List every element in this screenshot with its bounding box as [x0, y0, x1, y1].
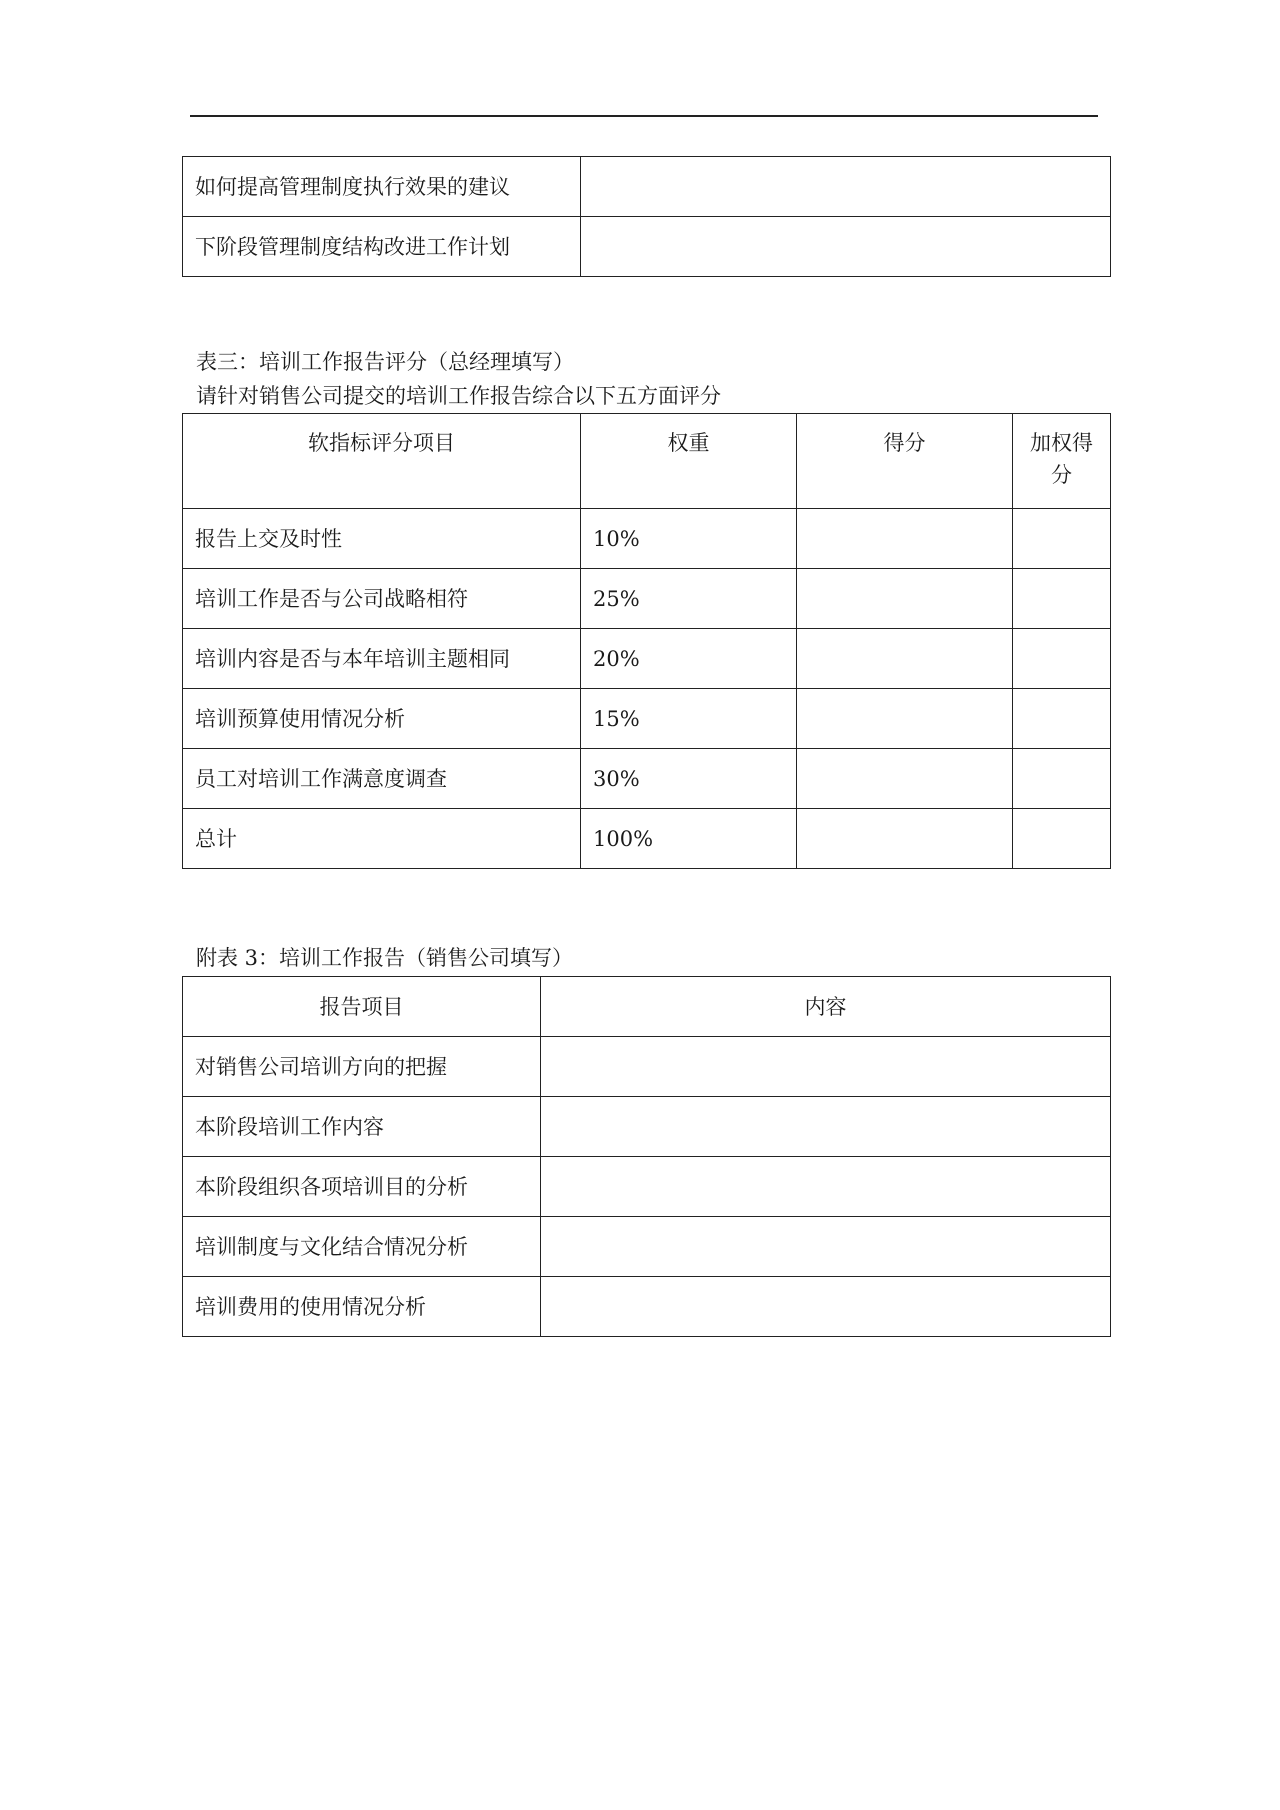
row-item: 培训预算使用情况分析: [183, 689, 581, 749]
table-header-row: [183, 414, 1111, 509]
row-score: [797, 689, 1013, 749]
training-report-score-table: [182, 413, 1111, 869]
table-row: [183, 1277, 1111, 1337]
row-content: [541, 1037, 1111, 1097]
row-item: 本阶段培训工作内容: [183, 1097, 541, 1157]
row-weight: 20%: [581, 629, 797, 689]
section-subtitle: 请针对销售公司提交的培训工作报告综合以下五方面评分: [196, 384, 721, 408]
management-suggestions-table: [182, 156, 1111, 277]
row-item: 对销售公司培训方向的把握: [183, 1037, 541, 1097]
row-score: [797, 509, 1013, 569]
row-weight: 10%: [581, 509, 797, 569]
table-row: [183, 809, 1111, 869]
table-row: [183, 509, 1111, 569]
row-content: [541, 1277, 1111, 1337]
row-content: [581, 217, 1111, 277]
header-content: 内容: [541, 977, 1111, 1037]
training-work-report-table: [182, 976, 1111, 1337]
row-item: 培训费用的使用情况分析: [183, 1277, 541, 1337]
row-content: [581, 157, 1111, 217]
row-weighted-score: [1013, 629, 1111, 689]
row-item: 培训工作是否与公司战略相符: [183, 569, 581, 629]
row-item: 如何提高管理制度执行效果的建议: [183, 157, 581, 217]
row-weighted-score: [1013, 509, 1111, 569]
section-title: 表三：培训工作报告评分（总经理填写）: [196, 350, 574, 374]
row-content: [541, 1217, 1111, 1277]
row-item: 下阶段管理制度结构改进工作计划: [183, 217, 581, 277]
row-item: 总计: [183, 809, 581, 869]
table-header-row: [183, 977, 1111, 1037]
table-row: [183, 1217, 1111, 1277]
row-item: 员工对培训工作满意度调查: [183, 749, 581, 809]
row-weighted-score: [1013, 749, 1111, 809]
header-weighted-score: 加权得分: [1013, 414, 1111, 509]
header-weight: 权重: [581, 414, 797, 509]
header-item: 报告项目: [183, 977, 541, 1037]
table-row: [183, 217, 1111, 277]
row-score: [797, 809, 1013, 869]
table-row: [183, 569, 1111, 629]
row-weighted-score: [1013, 809, 1111, 869]
header-score: 得分: [797, 414, 1013, 509]
header-rule: [190, 115, 1098, 117]
row-item: 培训内容是否与本年培训主题相同: [183, 629, 581, 689]
row-weight: 15%: [581, 689, 797, 749]
row-score: [797, 749, 1013, 809]
row-score: [797, 629, 1013, 689]
row-item: 培训制度与文化结合情况分析: [183, 1217, 541, 1277]
table-row: [183, 157, 1111, 217]
row-weight: 30%: [581, 749, 797, 809]
section-title: 附表 3：培训工作报告（销售公司填写）: [196, 946, 574, 970]
table-row: [183, 1097, 1111, 1157]
row-item: 本阶段组织各项培训目的分析: [183, 1157, 541, 1217]
table-row: [183, 1037, 1111, 1097]
row-weight: 25%: [581, 569, 797, 629]
header-item: 软指标评分项目: [183, 414, 581, 509]
table-row: [183, 629, 1111, 689]
row-weighted-score: [1013, 689, 1111, 749]
table-row: [183, 1157, 1111, 1217]
table-row: [183, 689, 1111, 749]
row-content: [541, 1097, 1111, 1157]
row-content: [541, 1157, 1111, 1217]
table-row: [183, 749, 1111, 809]
row-item: 报告上交及时性: [183, 509, 581, 569]
row-weight: 100%: [581, 809, 797, 869]
row-score: [797, 569, 1013, 629]
row-weighted-score: [1013, 569, 1111, 629]
